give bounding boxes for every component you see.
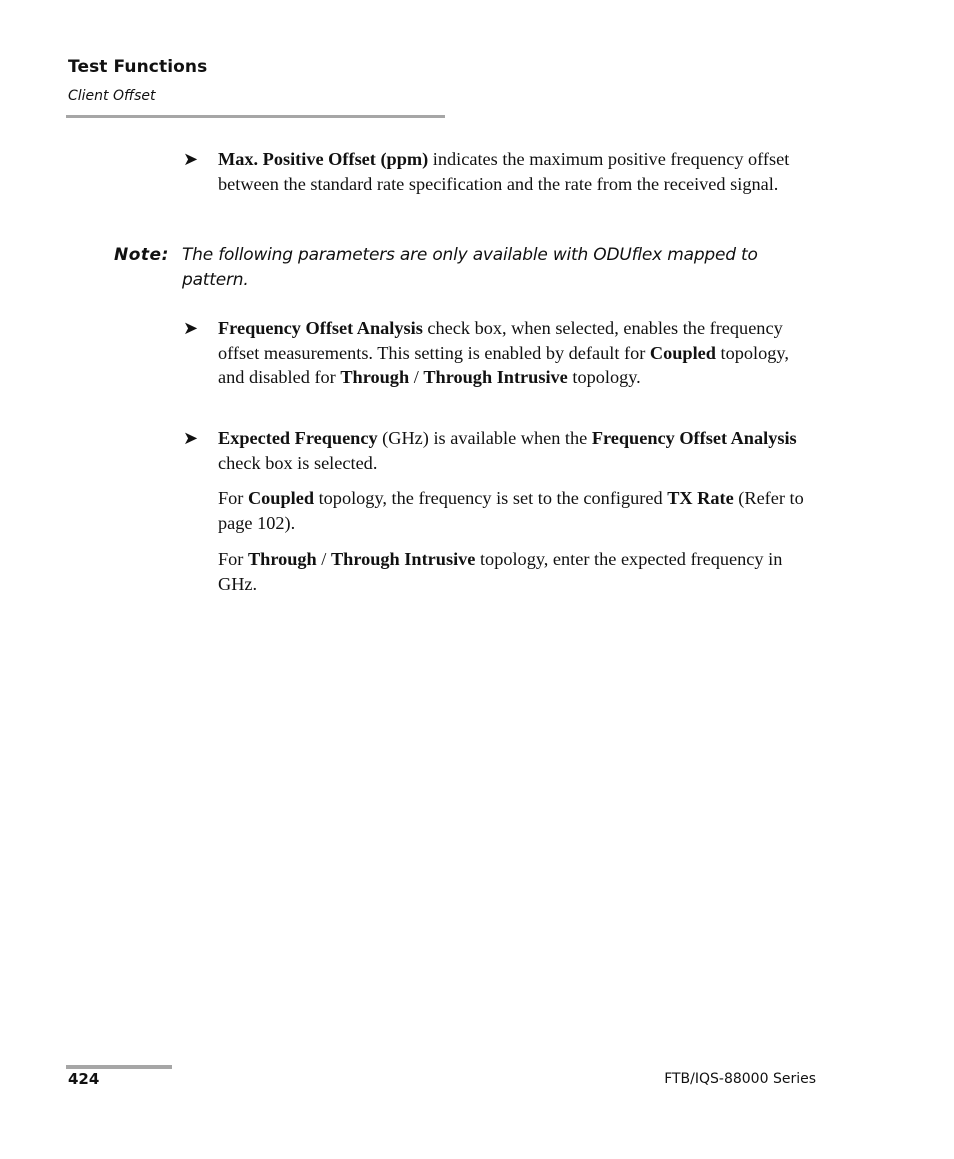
- expected-frequency-item: [218, 426, 818, 475]
- arrowhead-bullet-icon: ➤: [183, 318, 199, 338]
- arrowhead-bullet-icon: ➤: [183, 428, 199, 448]
- description: check box, when selected, enables the frequency offset measurements. This setting is enabled by default for: [218, 318, 783, 363]
- text: topology, enter the expected frequency in GHz.: [218, 549, 783, 594]
- term: Expected Frequency: [218, 428, 378, 448]
- page-reference[interactable]: (Refer to page 102).: [218, 488, 804, 533]
- chapter-title: Test Functions: [68, 57, 208, 77]
- page-number: 424: [68, 1070, 100, 1088]
- term-through-intrusive: Through Intrusive: [423, 367, 568, 387]
- term-through: Through: [340, 367, 410, 387]
- max-positive-offset-item: [218, 147, 818, 196]
- term-through: Through: [247, 549, 317, 569]
- coupled-topology-paragraph: [218, 486, 818, 535]
- term-tx-rate: TX Rate: [667, 488, 734, 508]
- footer-divider: [66, 1065, 172, 1069]
- text: For: [218, 549, 248, 569]
- product-series: FTB/IQS-88000 Series: [664, 1071, 816, 1087]
- separator: /: [409, 367, 424, 387]
- through-topology-paragraph: [218, 547, 818, 596]
- description: check box is selected.: [218, 452, 378, 473]
- description: indicates the maximum positive frequency offset between the standard rate specification and the rate from the received signal.: [218, 149, 790, 194]
- arrowhead-bullet-icon: ➤: [183, 149, 199, 169]
- term: Max. Positive Offset (ppm): [218, 149, 429, 169]
- description: topology.: [567, 367, 641, 387]
- text: For: [218, 488, 248, 508]
- note-label: Note:: [114, 245, 169, 265]
- header-divider: [66, 115, 445, 118]
- section-subtitle: Client Offset: [68, 88, 156, 104]
- term-coupled: Coupled: [247, 488, 315, 508]
- term-coupled: Coupled: [649, 342, 716, 363]
- note-text: The following parameters are only available with ODUflex mapped to pattern.: [182, 245, 758, 290]
- term: Frequency Offset Analysis: [218, 318, 423, 338]
- term-through-intrusive: Through Intrusive: [330, 549, 476, 569]
- description: topology, and disabled for: [218, 342, 789, 387]
- frequency-offset-analysis-item: [218, 316, 818, 390]
- term-frequency-offset-analysis: Frequency Offset Analysis: [591, 428, 797, 448]
- text: topology, the frequency is set to the configured: [314, 488, 668, 508]
- description: (GHz) is available when the: [377, 428, 592, 448]
- separator: /: [316, 549, 331, 569]
